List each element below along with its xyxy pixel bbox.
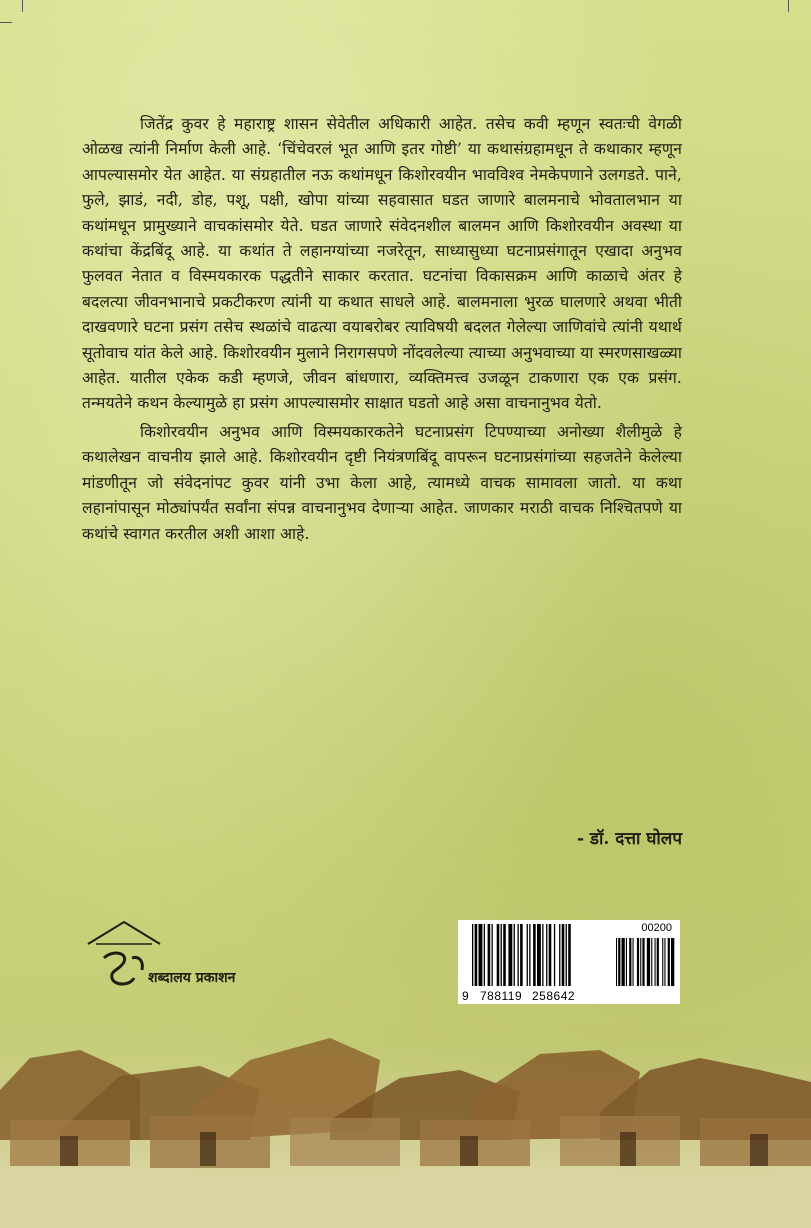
review-author: - डॉ. दत्ता घोलप <box>576 829 682 849</box>
barcode-addon-bar <box>662 938 663 986</box>
barcode-left-group: 788119 <box>480 989 523 1003</box>
barcode-addon-bar <box>622 938 625 986</box>
crop-mark-top-right <box>788 0 789 12</box>
barcode-bar <box>475 924 478 986</box>
barcode-bar <box>488 924 491 986</box>
blurb-paragraph-1: जितेंद्र कुवर हे महाराष्ट्र शासन सेवेतील अधिकारी आहेत. तसेच कवी म्हणून स्वतःची वेगळी ओळख त्यांनी निर्माण केली आहे. ‘चिंचेवरलं भूत आणि इतर गोष्टी’ या कथासंग्रहामधून ते कथाकार म्हणून आपल्यासमोर येत आहेत. या संग्रहातील नऊ कथांमधून किशोरवयीन भावविश्व नेमकेपणाने उलगडते. पाने, फुले, झाडं, नदी, डोह, पशू, पक्षी, खोपा यांच्या सहवासात घडत जाणारे बालमनाचे भोवतालभान या कथांमधून प्रामुख्याने वाचकांसमोर येते. घडत जाणारे संवेदनशील बालमन आणि किशोरवयीन अवस्था या कथांचा केंद्रबिंदू आहे. या कथांत ते लहानग्यांच्या नजरेतून, साध्यासुध्या घटनाप्रसंगातून एखादा अनुभव फुलवत नेतात व विस्मयकारक पद्धतीने साकार करतात. घटनांचा विकासक्रम आणि काळाचे अंतर हे बदलत्या जीवनभानाचे प्रकटीकरण त्यांनी या कथात साधले आहे. बालमनाला भुरळ घालणारे अथवा भीती दाखवणारे घटना प्रसंग तसेच स्थळांचे वाढत्या वयाबरोबर त्याविषयी बदलत गेलेल्या जाणिवांचे त्यांनी यथार्थ सूतोवाच यांत केले आहे. किशोरवयीन मुलाने निरागसपणे नोंदवलेल्या त्याच्या अनुभवाच्या या स्मरणसाखळ्या आहेत. यातील एकेक कडी म्हणजे, जीवन बांधणारा, व्यक्तिमत्त्व उजळून टाकणारा एक एक प्रसंग. तन्मयतेने कथन केल्यामुळे हा प्रसंग आपल्यासमोर साक्षात घडतो आहे असा वाचनानुभव येतो. <box>82 115 682 413</box>
barcode-bar <box>472 924 473 986</box>
barcode-bar <box>484 924 485 986</box>
barcode-bar <box>492 924 493 986</box>
barcode-bar <box>503 924 506 986</box>
barcode-addon-bar <box>629 938 631 986</box>
barcode-addon-bar <box>633 938 634 986</box>
barcode-addon-bar <box>664 938 665 986</box>
barcode-bar <box>527 924 528 986</box>
isbn-barcode <box>458 920 680 1004</box>
publisher-name: शब्दालय प्रकाशन <box>148 970 236 986</box>
barcode-bar <box>518 924 519 986</box>
barcode-first-digit: 9 <box>462 989 470 1003</box>
village-huts-painting <box>0 1020 811 1228</box>
barcode-bar <box>533 924 536 986</box>
barcode-bar <box>514 924 515 986</box>
barcode-bar <box>549 924 552 986</box>
barcode-addon-bar <box>671 938 674 986</box>
barcode-price-code: 00200 <box>641 922 672 934</box>
barcode-bar <box>529 924 530 986</box>
publisher-logo <box>82 918 322 998</box>
barcode-addon-bar <box>640 938 641 986</box>
barcode-right-group: 258642 <box>532 989 576 1003</box>
barcode-bar <box>520 924 523 986</box>
barcode-bar <box>554 924 555 986</box>
crop-mark-left-top <box>0 22 12 23</box>
barcode-addon-bar <box>647 938 650 986</box>
barcode-addon-bar <box>668 938 670 986</box>
barcode-bar <box>566 924 567 986</box>
barcode-addon-bar <box>637 938 639 986</box>
barcode-bar <box>497 924 500 986</box>
barcode-addon-bar <box>616 938 617 986</box>
barcode-addon-bar <box>626 938 627 986</box>
barcode-addon-bar <box>651 938 652 986</box>
barcode-addon-bar <box>657 938 659 986</box>
barcode-addon-bar <box>642 938 644 986</box>
barcode-bar <box>542 924 543 986</box>
barcode-bar <box>546 924 547 986</box>
crop-mark-top-left <box>22 0 23 12</box>
blurb-paragraph-2: किशोरवयीन अनुभव आणि विस्मयकारकतेने घटनाप्रसंग टिपण्याच्या अनोख्या शैलीमुळे हे कथालेखन वाचनीय झाले आहे. किशोरवयीन दृष्टी नियंत्रणबिंदू वापरून घटनाप्रसंगांच्या सहजतेने केलेल्या मांडणीतून जो संवेदनांपट कुवर यांनी उभा केला आहे, त्यामध्ये वाचक सामावला जातो. या कथा लहानांपासून मोठ्यांपर्यंत सर्वांना संपन्न वाचनानुभव देणाऱ्या आहेत. जाणकार मराठी वाचक निश्चितपणे या कथांचे स्वागत करतील अशी आशा आहे. <box>82 422 682 543</box>
barcode-addon-bar <box>655 938 656 986</box>
barcode-bar <box>562 924 565 986</box>
barcode-bar <box>479 924 483 986</box>
barcode-bar <box>508 924 512 986</box>
barcode-bar <box>568 924 571 986</box>
barcode-bar <box>559 924 560 986</box>
barcode-bar <box>501 924 502 986</box>
barcode-bar <box>537 924 541 986</box>
blurb-text <box>82 112 682 550</box>
barcode-addon-bar <box>618 938 620 986</box>
